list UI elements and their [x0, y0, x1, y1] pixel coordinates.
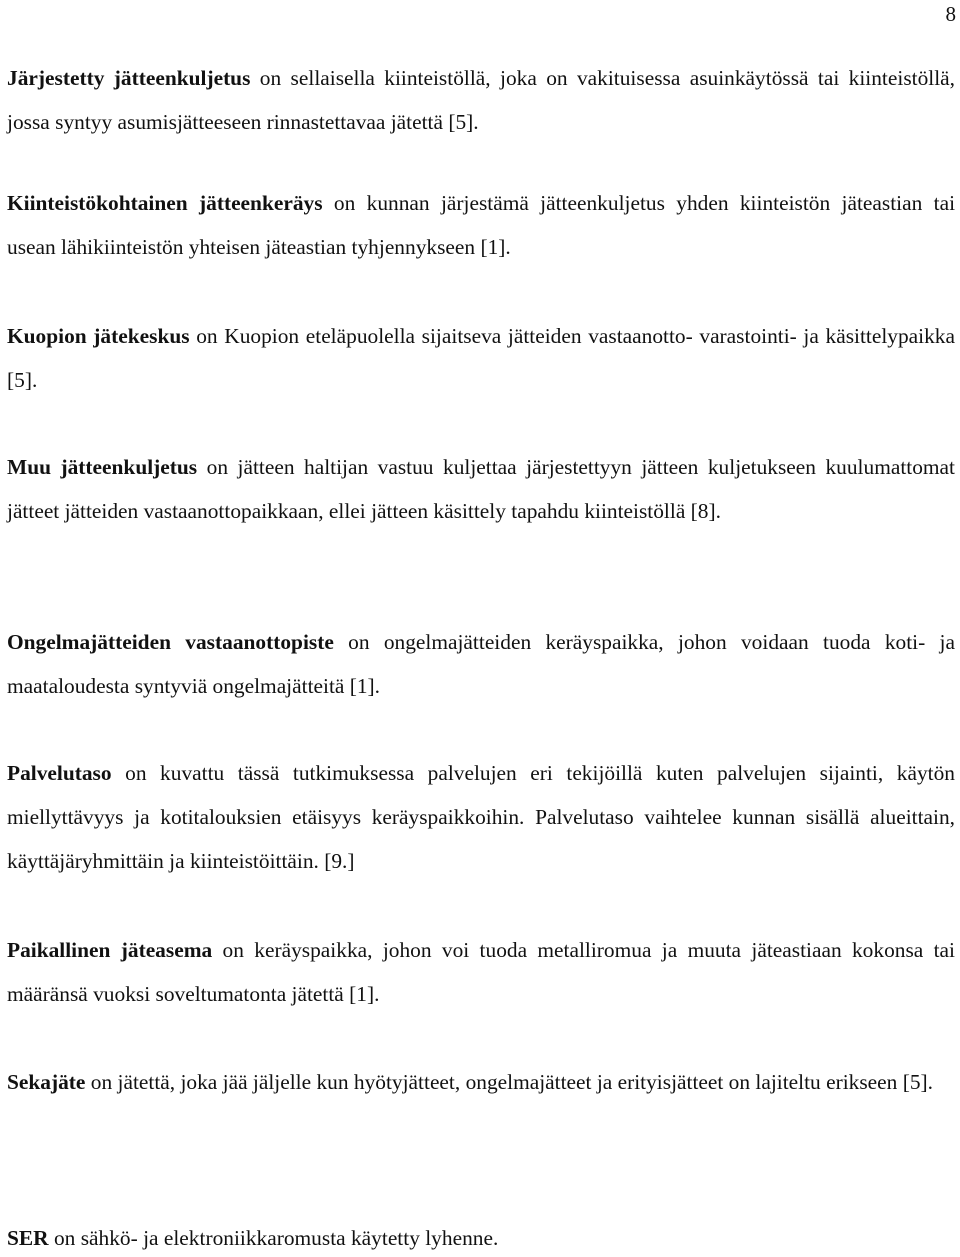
definition-term: Järjestetty jätteenkuljetus: [7, 66, 251, 90]
definition-text: on sellaisella kiinteistöllä, joka on vakituisessa asuinkäytössä tai kiinteistöllä, jossa syntyy asumisjätteeseen rinnastettavaa jätettä [5].: [7, 66, 956, 134]
definition-term: Sekajäte: [7, 1070, 86, 1094]
definition-term: Palvelutaso: [7, 761, 112, 785]
definition-muu-jatteenkuljetus: [7, 445, 955, 533]
definition-term: Kiinteistökohtainen jätteenkeräys: [7, 191, 323, 215]
definition-jarjestetty-jatteenkuljetus: [7, 56, 955, 144]
definition-term: Kuopion jätekeskus: [7, 324, 190, 348]
definition-ser: [7, 1220, 955, 1256]
definition-text: on kuvattu tässä tutkimuksessa palvelujen eri tekijöillä kuten palvelujen sijainti, käytön miellyttävyys ja kotitalouksien etäisyys keräyspaikkoihin. Palvelutaso vaihtelee kunnan sisällä alueittain, käyttäjäryhmittäin ja kiinteistöittäin. [9.]: [7, 761, 955, 873]
definition-kuopion-jatekeskus: [7, 314, 955, 402]
definition-term: Paikallinen jäteasema: [7, 938, 213, 962]
definition-kiinteistokohtainen-jatteenkerays: [7, 181, 955, 269]
definition-text: on Kuopion eteläpuolella sijaitseva jätteiden vastaanotto- varastointi- ja käsittelypaikka [5].: [7, 324, 955, 392]
definition-text: on jätettä, joka jää jäljelle kun hyötyjätteet, ongelmajätteet ja erityisjätteet on lajiteltu erikseen [5].: [85, 1070, 934, 1094]
definition-text: on sähkö- ja elektroniikkaromusta käytetty lyhenne.: [48, 1226, 499, 1250]
definition-term: Muu jätteenkuljetus: [7, 455, 198, 479]
definition-term: Ongelmajätteiden vastaanottopiste: [7, 630, 334, 654]
definition-sekajate: [7, 1053, 955, 1111]
definition-text: on jätteen haltijan vastuu kuljettaa järjestettyyn jätteen kuljetukseen kuulumattomat jätteet jätteiden vastaanottopaikkaan, ellei jätteen käsittely tapahdu kiinteistöllä [8].: [7, 455, 955, 523]
definition-text: on kunnan järjestämä jätteenkuljetus yhden kiinteistön jäteastian tai usean lähikiinteistön yhteisen jäteastian tyhjennykseen [1].: [7, 191, 956, 259]
definition-term: SER: [7, 1226, 49, 1250]
definition-palvelutaso: [7, 751, 955, 883]
page-number: 8: [945, 2, 956, 26]
definition-ongelmajatteiden-vastaanottopiste: [7, 620, 955, 708]
definition-text: on ongelmajätteiden keräyspaikka, johon voidaan tuoda koti- ja maataloudesta syntyviä ongelmajätteitä [1].: [7, 630, 955, 698]
definition-text: on keräyspaikka, johon voi tuoda metalliromua ja muuta jäteastiaan kokonsa tai määränsä vuoksi soveltumatonta jätettä [1].: [7, 938, 955, 1006]
definition-paikallinen-jateasema: [7, 928, 955, 1016]
